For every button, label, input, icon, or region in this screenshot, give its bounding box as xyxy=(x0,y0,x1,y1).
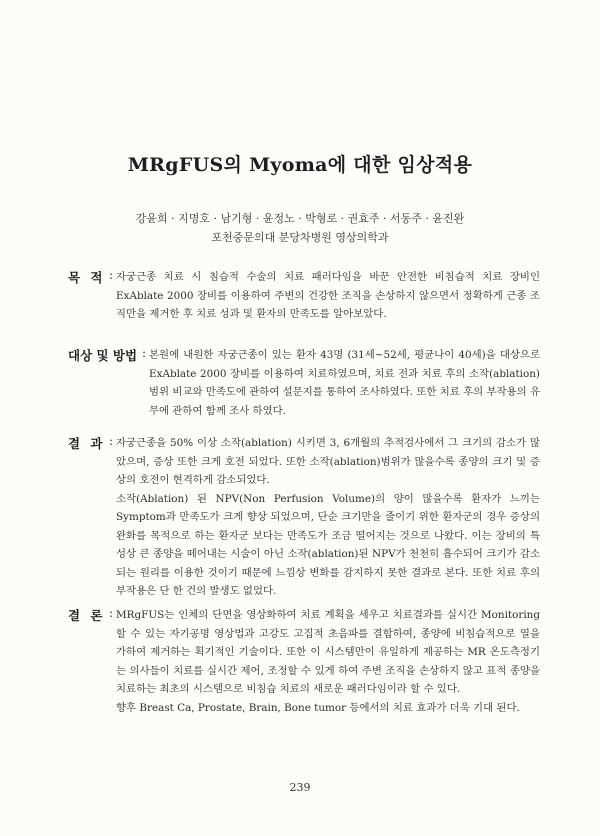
section-body xyxy=(149,346,540,420)
paragraph: 향후 Breast Ca, Prostate, Brain, Bone tumor 등에서의 치료 효과가 더욱 기대 된다. xyxy=(116,701,520,714)
affiliation: 포천중문의대 분당차병원 영상의학과 xyxy=(211,231,389,244)
section-label: 결 과 xyxy=(68,436,106,451)
paragraph: 소작(Ablation) 된 NPV(Non Perfusion Volume)의 양이 많을수록 환자가 느끼는 Symptom과 만족도가 크게 향상 되었으며, 단순 크기만을 줄이기 위한 환자군의 경우 증상의 완화를 목적으로 하는 환자군 보다는 만족도가 조금 떨어지는 것으로 나왔다. 이는 장비의 특성상 큰 종양을 떼어내는 시술이 아닌 소작(ablation)된 NPV가 천천히 흡수되어 크기가 감소되는 원리를 이용한 것이기 때문에 느낌상 변화를 감지하지 못한 결과로 본다. 또한 치료 후의 부작용은 단 한 건의 발생도 없었다. xyxy=(116,492,540,597)
section-label: 대상 및 방법 xyxy=(68,348,138,363)
label-colon: : xyxy=(109,606,114,620)
label-colon: : xyxy=(109,434,114,448)
paragraph: 본원에 내원한 자궁근종이 있는 환자 43명 (31세~52세, 평균나이 40세)을 대상으로 ExAblate 2000 장비를 이용하여 치료하였으며, 치료 전과 치료 후의 소작(ablation) 범위 비교와 만족도에 관하여 설문지를 통하여 조사하였다. 또한 치료 후의 부작용의 유무에 관하여 함께 조사 하였다. xyxy=(149,349,540,417)
label-colon: : xyxy=(142,346,147,360)
author-list: 강윤희 · 지명호 · 남기형 · 윤정노 · 박형로 · 권효주 · 서동주 · 윤진완 xyxy=(135,212,465,225)
paper-title: MRgFUS의 Myoma에 대한 임상적용 xyxy=(127,154,473,176)
paragraph: 자궁근종 치료 시 침습적 수술의 치료 패러다임을 바꾼 안전한 비침습적 치료 장비인 ExAblate 2000 장비를 이용하여 주변의 건강한 조직을 손상하지 않으면서 정확하게 근종 조직만을 제거한 후 치료 성과 및 환자의 만족도를 알아보았다. xyxy=(116,271,540,320)
section-label: 결 론 xyxy=(68,608,106,623)
paragraph: MRgFUS는 인체의 단면을 영상화하여 치료 계획을 세우고 치료결과를 실시간 Monitoring 할 수 있는 자기공명 영상법과 고강도 고집적 초음파를 결합하여, 종양에 비침습적으로 열을 가하여 제거하는 획기적인 기술이다. 또한 이 시스템만이 유일하게 제공하는 MR 온도측정기는 의사들이 치료를 실시간 제어, 조정할 수 있게 하여 주변 조직을 손상하지 않고 표적 종양을 치료하는 최초의 시스템으로 비침습 치료의 새로운 패러다임이라 할 수 있다. xyxy=(116,609,540,695)
section-body xyxy=(116,606,540,717)
label-colon: : xyxy=(109,268,114,282)
section-label: 목 적 xyxy=(68,270,106,285)
page-number: 239 xyxy=(289,781,311,794)
section-body xyxy=(116,268,540,324)
section-body xyxy=(116,434,540,601)
paragraph: 자궁근종을 50% 이상 소작(ablation) 시키면 3, 6개월의 추적검사에서 그 크기의 감소가 많았으며, 증상 또한 크게 호전 되었다. 또한 소작(ablation)범위가 많을수록 종양의 크기 및 증상의 호전이 현격하게 감소되었다. xyxy=(116,437,540,486)
